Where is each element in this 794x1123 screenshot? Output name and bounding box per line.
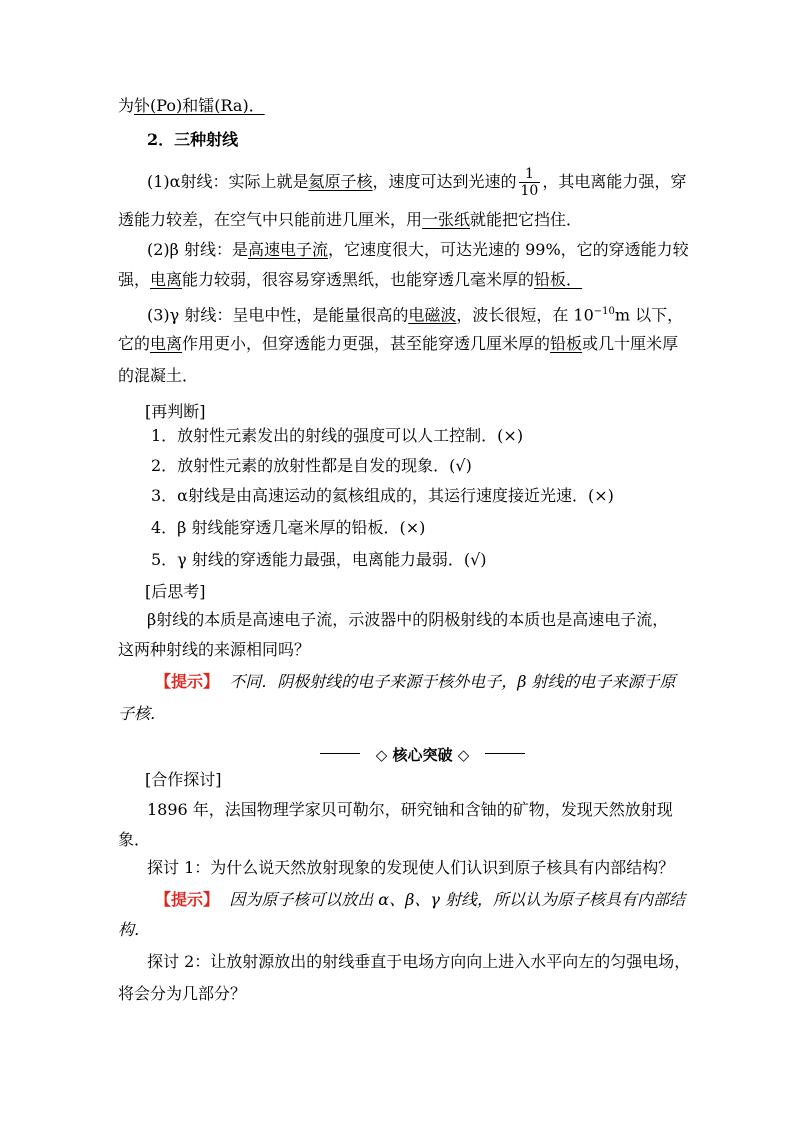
rejudge-item: 4．β 射线能穿透几毫米厚的铅板．(×) [151,518,426,537]
text-line [118,96,265,116]
cooperate-paragraph-2: 象． [118,830,151,849]
text: 或几十厘米厚 [582,334,679,353]
exponent: −10 [593,306,615,317]
answer-text: 氦原子核 [308,172,373,191]
answer-text: 电离 [150,270,183,289]
section-heading: 2．三种射线 [147,130,239,149]
gamma-line-2 [118,334,678,354]
text: 强， [118,270,151,289]
cooperate-title: [合作探讨] [145,770,222,789]
answer-text: 电离 [150,334,183,353]
answer-text: 高速电子流 [248,240,329,259]
rethink-answer-2: 子核． [118,704,167,723]
cooperate-answer-1 [155,890,685,910]
answer-text: 一张纸 [422,210,471,229]
alpha-line-1 [147,166,686,199]
answer-text: 铅板 [550,334,583,353]
rethink-title: [后思考] [145,582,206,601]
rejudge-title: [再判断] [145,402,206,421]
fraction-numerator: 1 [519,166,541,183]
answer-text: 铅板． [534,270,583,289]
section-divider: ◇ 核心突破 ◇ [320,744,525,765]
text: ，速度可达到光速的 [372,172,517,191]
text: 透能力较差，在空气中只能前进几厘米，用 [118,210,423,229]
text: 能力较弱，很容易穿透黑纸，也能穿透几毫米厚的 [182,270,535,289]
text: ，波长很短，在 10 [456,305,594,325]
text: (1)α射线：实际上就是 [147,172,309,191]
text: 不同．阴极射线的电子来源于核外电子，β 射线的电子来源于原 [229,672,676,691]
rejudge-item: 2．放射性元素的放射性都是自发的现象．(√) [151,456,472,475]
tip-label: 【提示】 [155,890,220,909]
alpha-line-2 [118,210,582,230]
text: 就能把它挡住． [470,210,583,229]
text: 因为原子核可以放出 α、β、γ 射线，所以认为原子核具有内部结 [229,890,685,909]
rejudge-item: 5．γ 射线的穿透能力最强，电离能力最弱．(√) [151,550,487,569]
text: 它的 [118,334,151,353]
gamma-line-3: 的混凝土． [118,366,199,385]
fraction-denominator: 10 [520,183,539,199]
rejudge-item: 3．α射线是由高速运动的氦核组成的，其运行速度接近光速．(×) [151,486,614,505]
cooperate-question-1: 探讨 1：为什么说天然放射现象的发现使人们认识到原子核具有内部结构？ [147,858,675,877]
text: (3)γ 射线：呈电中性，是能量很高的 [147,305,409,325]
text: ，它速度很大，可达光速的 99%，它的穿透能力较 [328,240,689,259]
beta-line-1 [147,240,689,260]
rethink-question-2: 这两种射线的来源相同吗？ [118,640,311,659]
rethink-answer-1 [155,672,676,692]
text: 作用更小，但穿透能力更强，甚至能穿透几厘米厚的 [182,334,551,353]
text: 为 [118,96,135,115]
gamma-line-1 [147,302,683,325]
text: m 以下， [614,305,684,325]
cooperate-answer-2: 构． [118,920,151,939]
text: (2)β 射线：是 [147,240,249,259]
beta-line-2 [118,270,582,290]
fraction [519,166,541,199]
cooperate-paragraph-1: 1896 年，法国物理学家贝可勒尔，研究铀和含铀的矿物，发现天然放射现 [147,800,673,819]
rejudge-item: 1．放射性元素发出的射线的强度可以人工控制．(×) [151,426,524,445]
cooperate-question-2a: 探讨 2：让放射源放出的射线垂直于电场方向向上进入水平向左的匀强电场， [147,952,691,971]
answer-text: 钋(Po)和镭(Ra)． [134,96,265,115]
answer-text: 电磁波 [408,305,457,325]
rethink-question-1: β射线的本质是高速电子流，示波器中的阴极射线的本质也是高速电子流， [147,610,669,629]
text: ，其电离能力强，穿 [542,172,687,191]
tip-label: 【提示】 [155,672,220,691]
cooperate-question-2b: 将会分为几部分？ [118,984,247,1003]
